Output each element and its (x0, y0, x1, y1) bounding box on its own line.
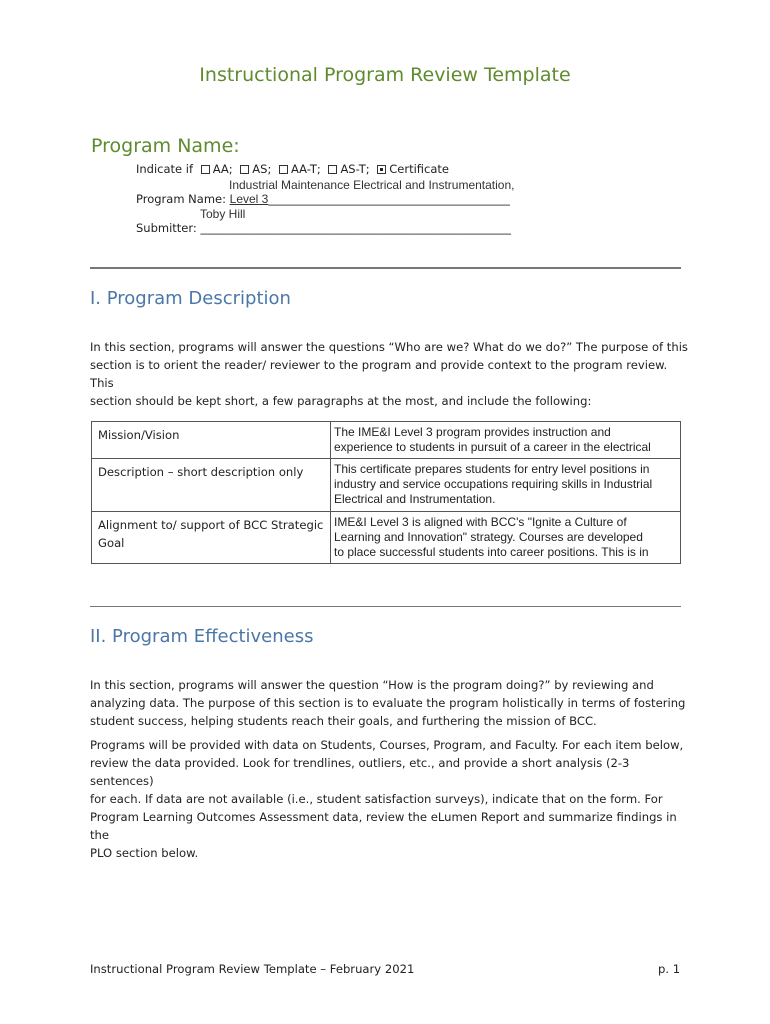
submitter-line (136, 221, 511, 235)
paragraph-line: for each. If data are not available (i.e., student satisfaction surveys), indicate that on the form. For (90, 792, 663, 806)
paragraph-line: student success, helping students reach their goals, and furthering the mission of BCC. (90, 714, 597, 728)
row-label-text: Description – short description only (98, 465, 304, 479)
paragraph-line: Program Learning Outcomes Assessment data, review the eLumen Report and summarize findings in the (90, 810, 677, 842)
checkbox-as-t-label: AS-T; (340, 162, 370, 176)
row-label-text: Goal (98, 536, 125, 550)
table-row (92, 422, 681, 459)
submitter-label: Submitter: (136, 221, 197, 235)
paragraph-line: analyzing data. The purpose of this section is to evaluate the program holistically in terms of fostering (90, 696, 686, 710)
field-line: IME&I Level 3 is aligned with BCC's "Ignite a Culture of (334, 515, 627, 529)
program-description-table (91, 421, 681, 564)
field-line: The IME&I Level 3 program provides instruction and (334, 425, 611, 439)
page-number: p. 1 (658, 962, 681, 976)
effectiveness-paragraph-1 (90, 676, 690, 730)
section-divider (90, 267, 681, 269)
checkbox-aa-label: AA; (212, 162, 233, 176)
checkbox-as[interactable] (240, 165, 249, 174)
checkbox-as-t[interactable] (328, 165, 337, 174)
paragraph-line: review the data provided. Look for trendlines, outliers, etc., and provide a short analysis (2-3 sentences) (90, 756, 630, 788)
checkbox-as-label: AS; (252, 162, 272, 176)
field-line: experience to students in pursuit of a career in the electrical (334, 440, 651, 454)
row-label-text: Mission/Vision (98, 428, 180, 442)
degree-type-line (136, 162, 449, 176)
indicate-prefix: Indicate if (136, 162, 194, 176)
mission-vision-field[interactable] (331, 422, 681, 459)
submitter-field[interactable]: Toby Hill (200, 207, 246, 221)
paragraph-line: In this section, programs will answer the question “How is the program doing?” by reviewing and (90, 678, 654, 692)
row-label (92, 459, 331, 512)
description-field[interactable] (331, 459, 681, 512)
row-label-text: Alignment to/ support of BCC Strategic (98, 518, 324, 532)
submitter-underline: ______________________________________________________ (200, 221, 511, 235)
field-line: Learning and Innovation" strategy. Courses are developed (334, 530, 643, 544)
section-intro-paragraph (90, 338, 690, 410)
field-line: to place successful students into career positions. This is in (334, 545, 649, 559)
paragraph-line: section should be kept short, a few paragraphs at the most, and include the following: (90, 394, 592, 408)
row-label (92, 512, 331, 564)
program-name-label: Program Name: (136, 192, 226, 206)
program-title-field[interactable]: Industrial Maintenance Electrical and Instrumentation, (229, 178, 515, 192)
strategic-alignment-field[interactable] (331, 512, 681, 564)
paragraph-line: In this section, programs will answer the questions “Who are we? What do we do?” The purpose of this (90, 340, 688, 354)
paragraph-line: section is to orient the reader/ reviewer to the program and provide context to the program review. This (90, 358, 668, 390)
field-line: This certificate prepares students for entry level positions in (334, 462, 650, 476)
checkbox-certificate[interactable] (377, 165, 386, 174)
effectiveness-paragraph-2 (90, 736, 690, 862)
field-line: Electrical and Instrumentation. (334, 492, 496, 506)
table-row (92, 459, 681, 512)
checkbox-aa[interactable] (201, 165, 210, 174)
document-title: Instructional Program Review Template (199, 64, 571, 86)
paragraph-line: PLO section below. (90, 846, 199, 860)
program-name-field[interactable]: Level 3 (229, 192, 269, 206)
section-heading-program-description: I. Program Description (90, 288, 291, 309)
footer-text: Instructional Program Review Template – February 2021 (90, 962, 415, 976)
checkbox-aa-t-label: AA-T; (290, 162, 321, 176)
checkbox-certificate-label: Certificate (389, 162, 450, 176)
program-name-line (136, 192, 510, 206)
row-label (92, 422, 331, 459)
field-line: industry and service occupations requiring skills in Industrial (334, 477, 653, 491)
program-name-heading: Program Name: (91, 135, 240, 157)
section-heading-program-effectiveness: II. Program Effectiveness (90, 626, 314, 647)
program-name-underline: __________________________________________ (268, 192, 510, 206)
table-row (92, 512, 681, 564)
checkbox-aa-t[interactable] (279, 165, 288, 174)
paragraph-line: Programs will be provided with data on Students, Courses, Program, and Faculty. For each item below, (90, 738, 684, 752)
section-divider (90, 606, 681, 607)
